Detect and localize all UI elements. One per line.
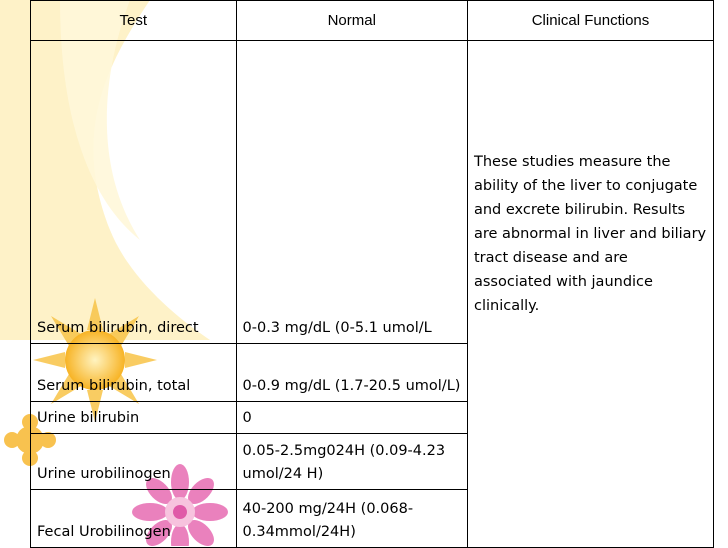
clinical-function-cell: These studies measure the ability of the liver to conjugate and excrete bilirubin. Results are abnormal in liver and biliary tract disease and are associated with jaundice clinically. [467, 41, 713, 548]
header-clinical-functions: Clinical Functions [467, 1, 713, 41]
test-cell: Urine bilirubin [31, 402, 237, 434]
normal-cell: 40-200 mg/24H (0.068-0.34mmol/24H) [236, 490, 467, 548]
normal-cell: 0-0.3 mg/dL (0-5.1 umol/L [236, 41, 467, 344]
table-header-row [31, 1, 714, 41]
header-test: Test [31, 1, 237, 41]
header-normal: Normal [236, 1, 467, 41]
normal-cell: 0-0.9 mg/dL (1.7-20.5 umol/L) [236, 344, 467, 402]
test-cell: Fecal Urobilinogen [31, 490, 237, 548]
test-cell: Urine urobilinogen [31, 434, 237, 490]
test-cell: Serum bilirubin, direct [31, 41, 237, 344]
table-row [31, 41, 714, 344]
normal-cell: 0 [236, 402, 467, 434]
test-cell: Serum bilirubin, total [31, 344, 237, 402]
normal-cell: 0.05-2.5mg024H (0.09-4.23 umol/24 H) [236, 434, 467, 490]
liver-function-table [30, 0, 714, 548]
